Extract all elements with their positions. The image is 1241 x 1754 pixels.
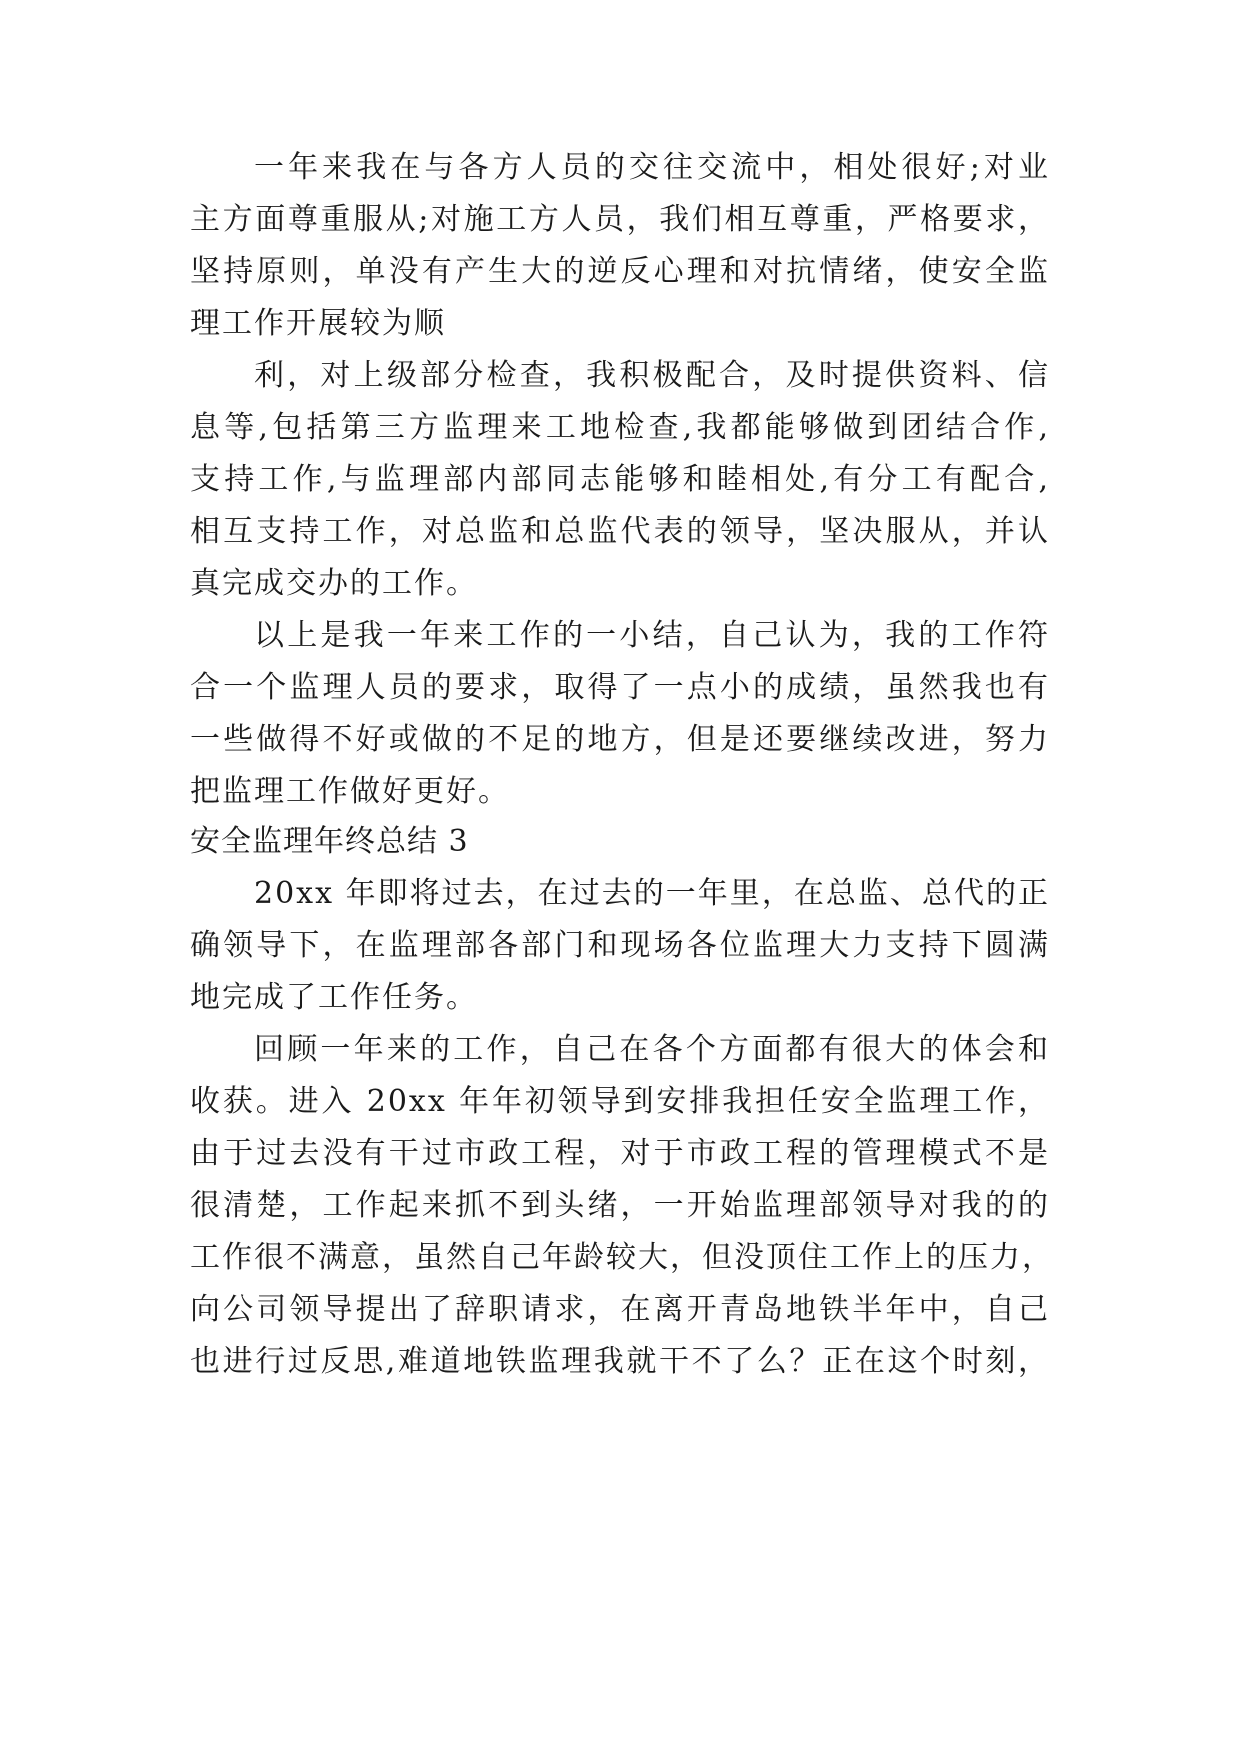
text-line: 一些做得不好或做的不足的地方，但是还要继续改进，努力: [190, 722, 1050, 757]
section-heading: 安全监理年终总结 3: [190, 824, 469, 859]
text-line: 回顾一年来的工作，自己在各个方面都有很大的体会和: [254, 1032, 1050, 1067]
text-line: 确领导下，在监理部各部门和现场各位监理大力支持下圆满: [190, 928, 1050, 963]
text-line: 利，对上级部分检查，我积极配合，及时提供资料、信: [254, 358, 1050, 393]
text-line: 支持工作,与监理部内部同志能够和睦相处,有分工有配合,: [190, 462, 1050, 497]
text-line: 合一个监理人员的要求，取得了一点小的成绩，虽然我也有: [190, 670, 1050, 705]
text-line: 由于过去没有干过市政工程，对于市政工程的管理模式不是: [190, 1136, 1050, 1171]
text-line: 以上是我一年来工作的一小结，自己认为，我的工作符: [254, 618, 1050, 653]
text-line: 主方面尊重服从;对施工方人员，我们相互尊重，严格要求，: [190, 202, 1050, 237]
text-line: 地完成了工作任务。: [190, 980, 478, 1015]
text-line: 也进行过反思,难道地铁监理我就干不了么？正在这个时刻，: [190, 1344, 1050, 1379]
text-line: 真完成交办的工作。: [190, 566, 478, 601]
text-line: 把监理工作做好更好。: [190, 774, 510, 809]
text-line: 工作很不满意，虽然自己年龄较大，但没顶住工作上的压力，: [190, 1240, 1054, 1275]
text-line: 很清楚，工作起来抓不到头绪，一开始监理部领导对我的的: [190, 1188, 1050, 1223]
text-line: 息等,包括第三方监理来工地检查,我都能够做到团结合作,: [190, 410, 1050, 445]
text-line: 向公司领导提出了辞职请求，在离开青岛地铁半年中，自己: [190, 1292, 1050, 1327]
text-line: 一年来我在与各方人员的交往交流中，相处很好;对业: [254, 150, 1050, 185]
text-line: 相互支持工作，对总监和总监代表的领导，坚决服从，并认: [190, 514, 1050, 549]
text-line: 坚持原则，单没有产生大的逆反心理和对抗情绪，使安全监: [190, 254, 1050, 289]
text-line: 收获。进入 20xx 年年初领导到安排我担任安全监理工作，: [190, 1084, 1050, 1119]
text-line: 20xx 年即将过去，在过去的一年里，在总监、总代的正: [254, 876, 1050, 911]
text-line: 理工作开展较为顺: [190, 306, 446, 341]
